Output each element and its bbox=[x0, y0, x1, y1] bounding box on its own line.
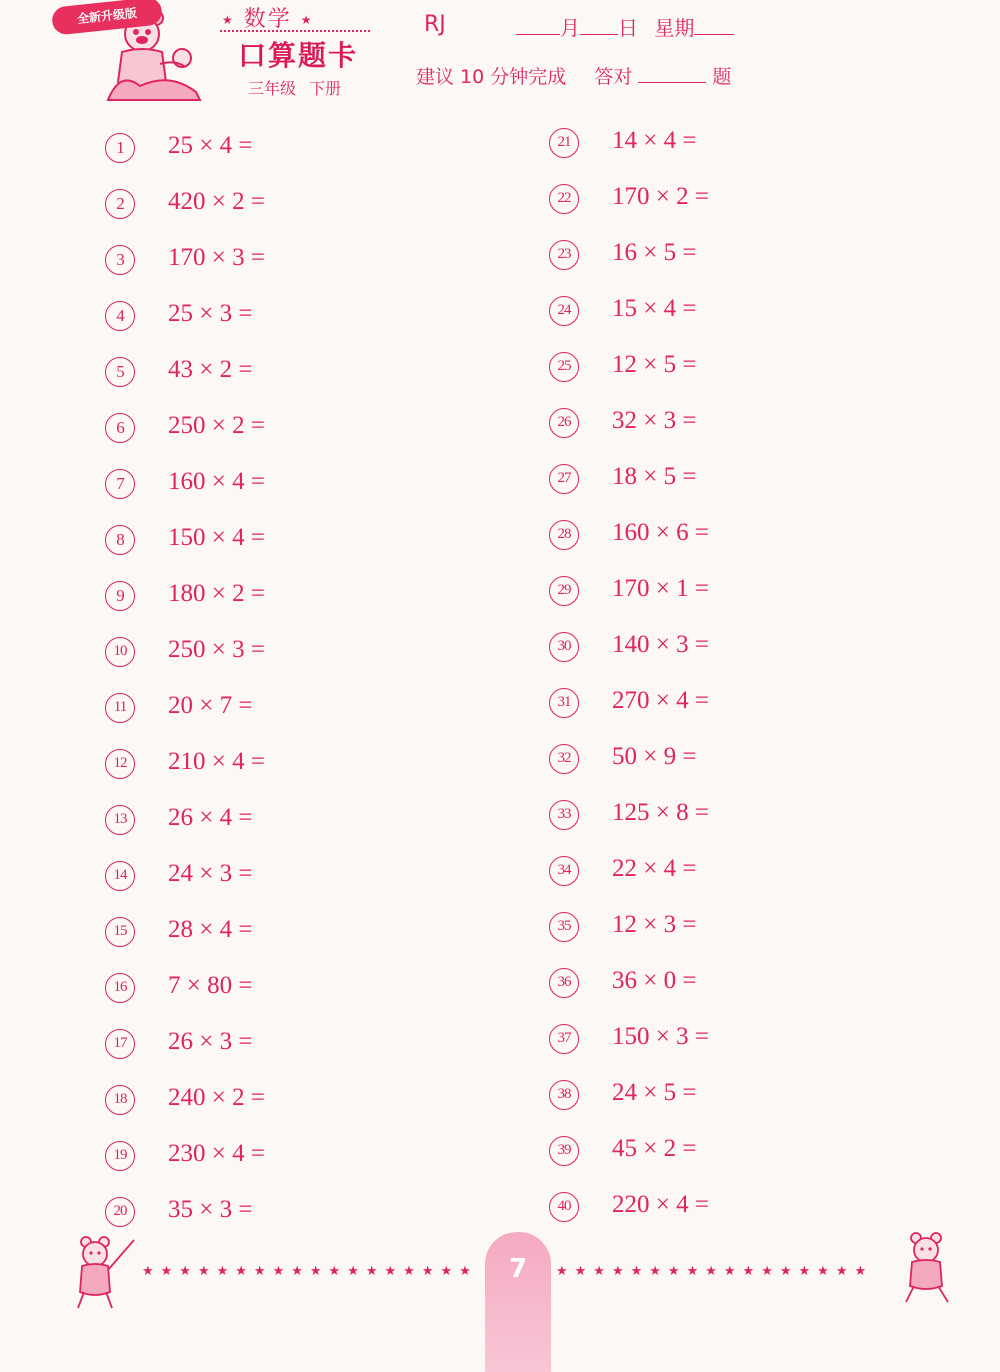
problem-number: 11 bbox=[105, 693, 135, 723]
problem-number: 23 bbox=[549, 240, 579, 270]
problem-number: 10 bbox=[105, 637, 135, 667]
problem-number: 7 bbox=[105, 469, 135, 499]
problem-number: 8 bbox=[105, 525, 135, 555]
problem-number: 31 bbox=[549, 688, 579, 718]
star-icon: ★ bbox=[300, 13, 314, 27]
problem-number: 3 bbox=[105, 245, 135, 275]
problem-number: 16 bbox=[105, 973, 135, 1003]
footer-stars-right: ★★★★★★★★★★★★★★★★★ bbox=[556, 1264, 874, 1279]
day-label: 日 bbox=[618, 16, 638, 40]
problem-expression: 50 × 9 = bbox=[612, 743, 697, 770]
problem-expression: 7 × 80 = bbox=[168, 972, 253, 999]
subject-text: 数学 bbox=[243, 7, 292, 32]
problem-number: 40 bbox=[549, 1192, 579, 1222]
problem-expression: 15 × 4 = bbox=[612, 295, 697, 322]
problem-expression: 220 × 4 = bbox=[612, 1191, 709, 1218]
problem-number: 19 bbox=[105, 1141, 135, 1171]
page-number-tab bbox=[485, 1232, 551, 1372]
subject-label bbox=[222, 2, 314, 33]
star-icon: ★ bbox=[222, 13, 235, 27]
problem-expression: 25 × 4 = bbox=[168, 132, 253, 159]
problem-number: 18 bbox=[105, 1085, 135, 1115]
problem-number: 2 bbox=[105, 189, 135, 219]
problem-expression: 14 × 4 = bbox=[612, 127, 697, 154]
problem-expression: 16 × 5 = bbox=[612, 239, 697, 266]
footer-stars-left: ★★★★★★★★★★★★★★★★★★ bbox=[142, 1264, 478, 1279]
problem-number: 5 bbox=[105, 357, 135, 387]
edition-badge: 全新升级版 bbox=[51, 0, 163, 36]
problem-expression: 45 × 2 = bbox=[612, 1135, 697, 1162]
problem-expression: 12 × 3 = bbox=[612, 911, 697, 938]
problem-expression: 170 × 3 = bbox=[168, 244, 265, 271]
card-title: 口算题卡 bbox=[238, 39, 359, 72]
problem-expression: 160 × 4 = bbox=[168, 468, 265, 495]
problem-expression: 43 × 2 = bbox=[168, 356, 253, 383]
dotted-divider bbox=[220, 30, 370, 32]
problem-expression: 180 × 2 = bbox=[168, 580, 265, 607]
problem-number: 22 bbox=[549, 184, 579, 214]
problem-expression: 170 × 1 = bbox=[612, 575, 709, 602]
problem-expression: 250 × 2 = bbox=[168, 412, 265, 439]
problem-expression: 250 × 3 = bbox=[168, 636, 265, 663]
weekday-blank[interactable] bbox=[694, 34, 734, 35]
problem-number: 13 bbox=[105, 805, 135, 835]
edition-code: RJ bbox=[424, 12, 446, 37]
problem-expression: 12 × 5 = bbox=[612, 351, 697, 378]
problem-number: 37 bbox=[549, 1024, 579, 1054]
problem-number: 21 bbox=[549, 128, 579, 158]
problem-number: 28 bbox=[549, 520, 579, 550]
problem-expression: 125 × 8 = bbox=[612, 799, 709, 826]
problem-number: 15 bbox=[105, 917, 135, 947]
problem-expression: 420 × 2 = bbox=[168, 188, 265, 215]
month-label: 月 bbox=[560, 16, 580, 40]
bear-left-icon bbox=[68, 1232, 146, 1317]
problem-expression: 210 × 4 = bbox=[168, 748, 265, 775]
problem-expression: 35 × 3 = bbox=[168, 1196, 253, 1223]
problem-number: 9 bbox=[105, 581, 135, 611]
page-number: 7 bbox=[508, 1254, 528, 1284]
weekday-label: 星期 bbox=[654, 16, 695, 40]
problem-expression: 32 × 3 = bbox=[612, 407, 697, 434]
problem-number: 36 bbox=[549, 968, 579, 998]
problem-number: 17 bbox=[105, 1029, 135, 1059]
problem-number: 12 bbox=[105, 749, 135, 779]
problem-expression: 26 × 3 = bbox=[168, 1028, 253, 1055]
problem-expression: 150 × 4 = bbox=[168, 524, 265, 551]
problem-expression: 24 × 3 = bbox=[168, 860, 253, 887]
problem-expression: 20 × 7 = bbox=[168, 692, 253, 719]
bear-right-icon bbox=[898, 1228, 958, 1313]
question-unit: 题 bbox=[712, 66, 732, 88]
grade-label: 三年级 下册 bbox=[248, 79, 342, 98]
problem-number: 32 bbox=[549, 744, 579, 774]
problem-number: 29 bbox=[549, 576, 579, 606]
date-fields bbox=[516, 12, 734, 41]
problem-number: 30 bbox=[549, 632, 579, 662]
problem-expression: 140 × 3 = bbox=[612, 631, 709, 658]
problem-expression: 240 × 2 = bbox=[168, 1084, 265, 1111]
problem-expression: 26 × 4 = bbox=[168, 804, 253, 831]
correct-count-blank[interactable] bbox=[638, 82, 706, 83]
problem-number: 39 bbox=[549, 1136, 579, 1166]
suggestion-text: 建议 10 分钟完成 bbox=[416, 66, 567, 88]
page-header bbox=[0, 0, 1000, 110]
problem-number: 25 bbox=[549, 352, 579, 382]
problem-number: 24 bbox=[549, 296, 579, 326]
problem-number: 1 bbox=[105, 133, 135, 163]
problem-expression: 170 × 2 = bbox=[612, 183, 709, 210]
problem-expression: 150 × 3 = bbox=[612, 1023, 709, 1050]
problem-number: 33 bbox=[549, 800, 579, 830]
problem-number: 4 bbox=[105, 301, 135, 331]
problem-number: 14 bbox=[105, 861, 135, 891]
problem-expression: 25 × 3 = bbox=[168, 300, 253, 327]
problem-number: 35 bbox=[549, 912, 579, 942]
problem-expression: 270 × 4 = bbox=[612, 687, 709, 714]
problem-number: 6 bbox=[105, 413, 135, 443]
problem-number: 38 bbox=[549, 1080, 579, 1110]
correct-label: 答对 bbox=[594, 66, 633, 88]
problem-number: 26 bbox=[549, 408, 579, 438]
problem-expression: 18 × 5 = bbox=[612, 463, 697, 490]
problem-expression: 28 × 4 = bbox=[168, 916, 253, 943]
problem-expression: 36 × 0 = bbox=[612, 967, 697, 994]
problem-number: 20 bbox=[105, 1197, 135, 1227]
month-blank[interactable] bbox=[516, 34, 560, 35]
problem-expression: 160 × 6 = bbox=[612, 519, 709, 546]
problem-expression: 24 × 5 = bbox=[612, 1079, 697, 1106]
problem-expression: 22 × 4 = bbox=[612, 855, 697, 882]
problem-number: 27 bbox=[549, 464, 579, 494]
day-blank[interactable] bbox=[580, 34, 618, 35]
suggestion-line bbox=[416, 62, 731, 89]
problem-number: 34 bbox=[549, 856, 579, 886]
problem-expression: 230 × 4 = bbox=[168, 1140, 265, 1167]
